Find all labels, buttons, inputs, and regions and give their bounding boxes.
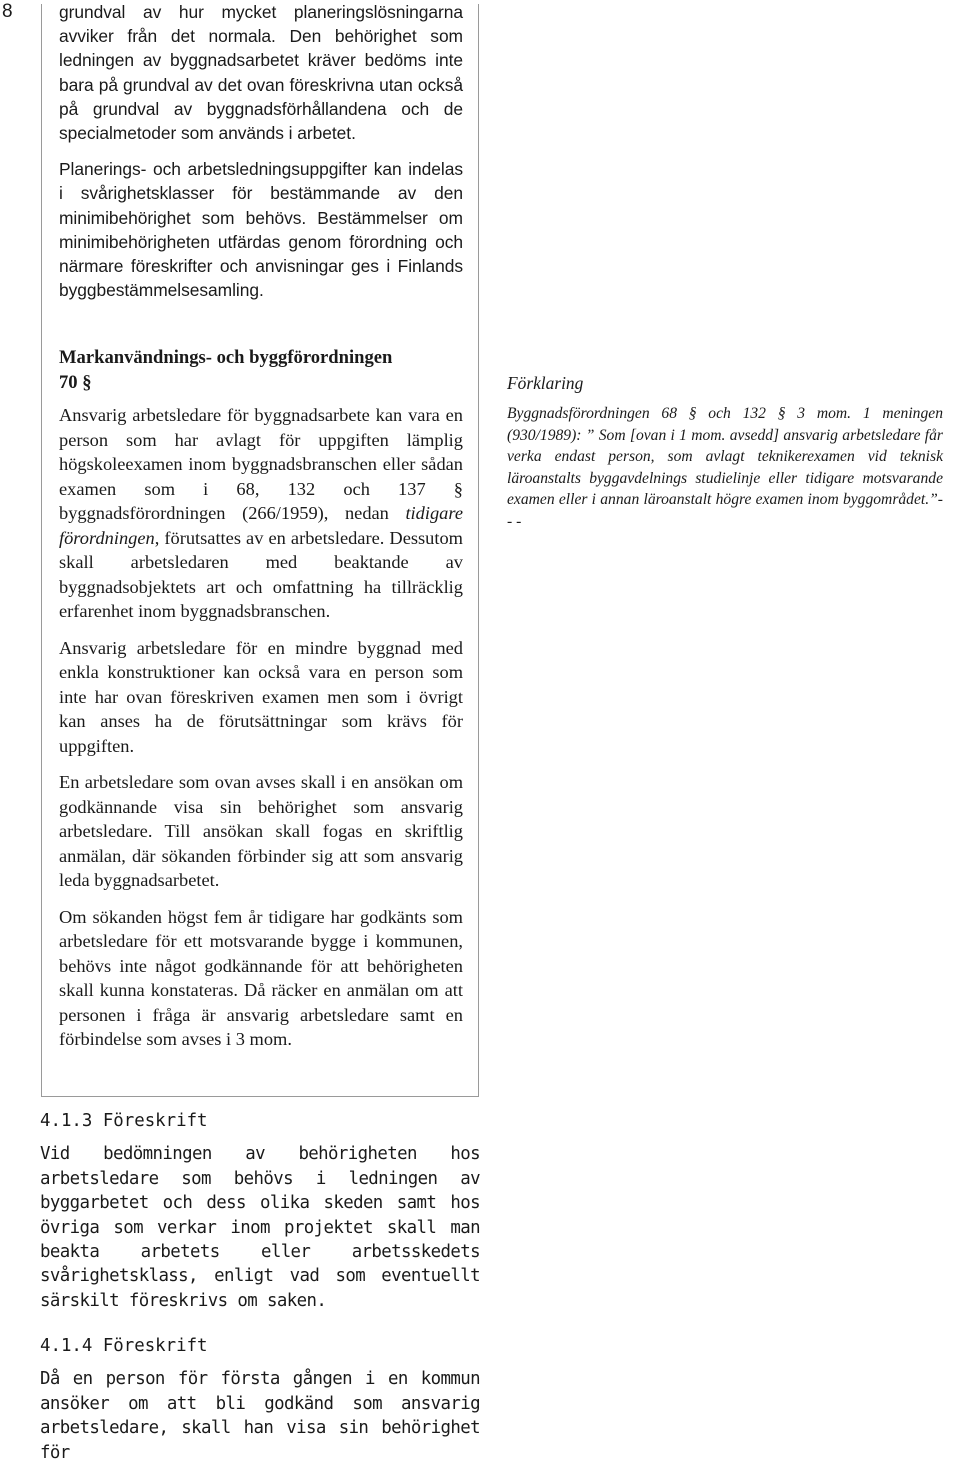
law-paragraph-4: Om sökanden högst fem år tidigare har godkänts som arbetsledare för ett motsvarande bygge i kommunen, behövs inte något godkännande för att behörigheten skall kunna konstateras. Då räcker en anmälan om att personen i fråga är ansvarig arbetsledare samt en förbindelse som avses i 3 mom.: [59, 906, 463, 1049]
law-heading: [59, 346, 469, 395]
intro-paragraph: grundval av hur mycket planeringslösningarna avviker från det normala. Den behörighet som ledningen av byggnadsarbetet kräver bedöms inte bara på grundval av det ovan föreskrivna utan också på grundval av byggnadsförhållandena och de specialmetoder som används i arbetet.: [59, 2, 463, 144]
explanation-text: Byggnadsförordningen 68 § och 132 § 3 mom. 1 meningen (930/1989): ” Som [ovan i 1 mom. avsedd] ansvarig arbetsledare får verka endast person, som avlagt teknikerexamen vid teknisk läroanstalts byggavdelnings studielinje eller tidigare motsvarande examen eller i annan läroanstalt högre examen inom byggområdet.”- - -: [507, 405, 943, 530]
section-heading: 4.1.4 Föreskrift: [40, 1336, 208, 1356]
law-paragraph-2: Ansvarig arbetsledare för en mindre byggnad med enkla konstruktioner kan också vara en person som inte har ovan föreskriven examen men som i övrigt kan anses ha de förutsättningar som krävs för uppgiften.: [59, 637, 463, 756]
frame-right-border: [478, 4, 479, 1096]
section-4-1-3: [40, 1109, 480, 1313]
frame-left-border: [41, 4, 42, 1096]
law-paragraph-1: [59, 403, 463, 624]
section-body: Då en person för första gången i en kommun ansöker om att bli godkänd som ansvarig arbetsledare, skall han visa sin behörighet för: [40, 1369, 480, 1463]
law-paragraph-1-italic: tidigare förordningen: [59, 503, 463, 548]
law-paragraph-3: En arbetsledare som ovan avses skall i en ansökan om godkännande visa sin behörighet som ansvarig arbetsledare. Till ansökan skall fogas en skriftlig anmälan, där sökanden förbinder sig att som ansvarig leda byggnadsarbetet.: [59, 772, 463, 890]
frame-bottom-border: [41, 1096, 479, 1097]
law-body: [59, 403, 463, 1064]
explanation-title: Förklaring: [507, 373, 584, 393]
law-paragraph-1-text: Ansvarig arbetsledare för byggnadsarbete kan vara en person som har avlagt för uppgiften lämplig högskoleexamen inom byggnadsbranschen eller sådan examen som i 68, 132 och 137 § byggnadsförordningen (266/1959), nedan: [59, 405, 463, 523]
intro-paragraph: Planerings- och arbetsledningsuppgifter kan indelas i svårighetsklasser för bestämmande av den minimibehörighet som behövs. Bestämmelser om minimibehörigheten utfärdas genom förordning och närmare föreskrifter och anvisningar ges i Finlands byggbestämmelsesamling.: [59, 159, 463, 301]
section-heading: 4.1.3 Föreskrift: [40, 1111, 208, 1131]
intro-text: [59, 0, 463, 314]
law-title: Markanvändnings- och byggförordningen: [59, 347, 393, 368]
law-section-number: 70 §: [59, 371, 92, 393]
law-paragraph-1-text-end: , förutsattes av en arbetsledare. Dessutom skall arbetsledaren med beaktande av byggnadsobjektets art och omfattning ha tillräcklig erfarenhet inom byggnadsbranschen.: [59, 527, 463, 621]
section-4-1-4: [40, 1334, 480, 1465]
explanation-note: [507, 371, 943, 533]
page-number: 8: [2, 1, 13, 22]
section-body: Vid bedömningen av behörigheten hos arbetsledare som behövs i ledningen av byggarbetet och dess olika skeden samt hos övriga som verkar inom projektet skall man beakta arbetets eller arbetsskedets svårighetsklass, enligt vad som eventuellt särskilt föreskrivs om saken.: [40, 1144, 480, 1311]
